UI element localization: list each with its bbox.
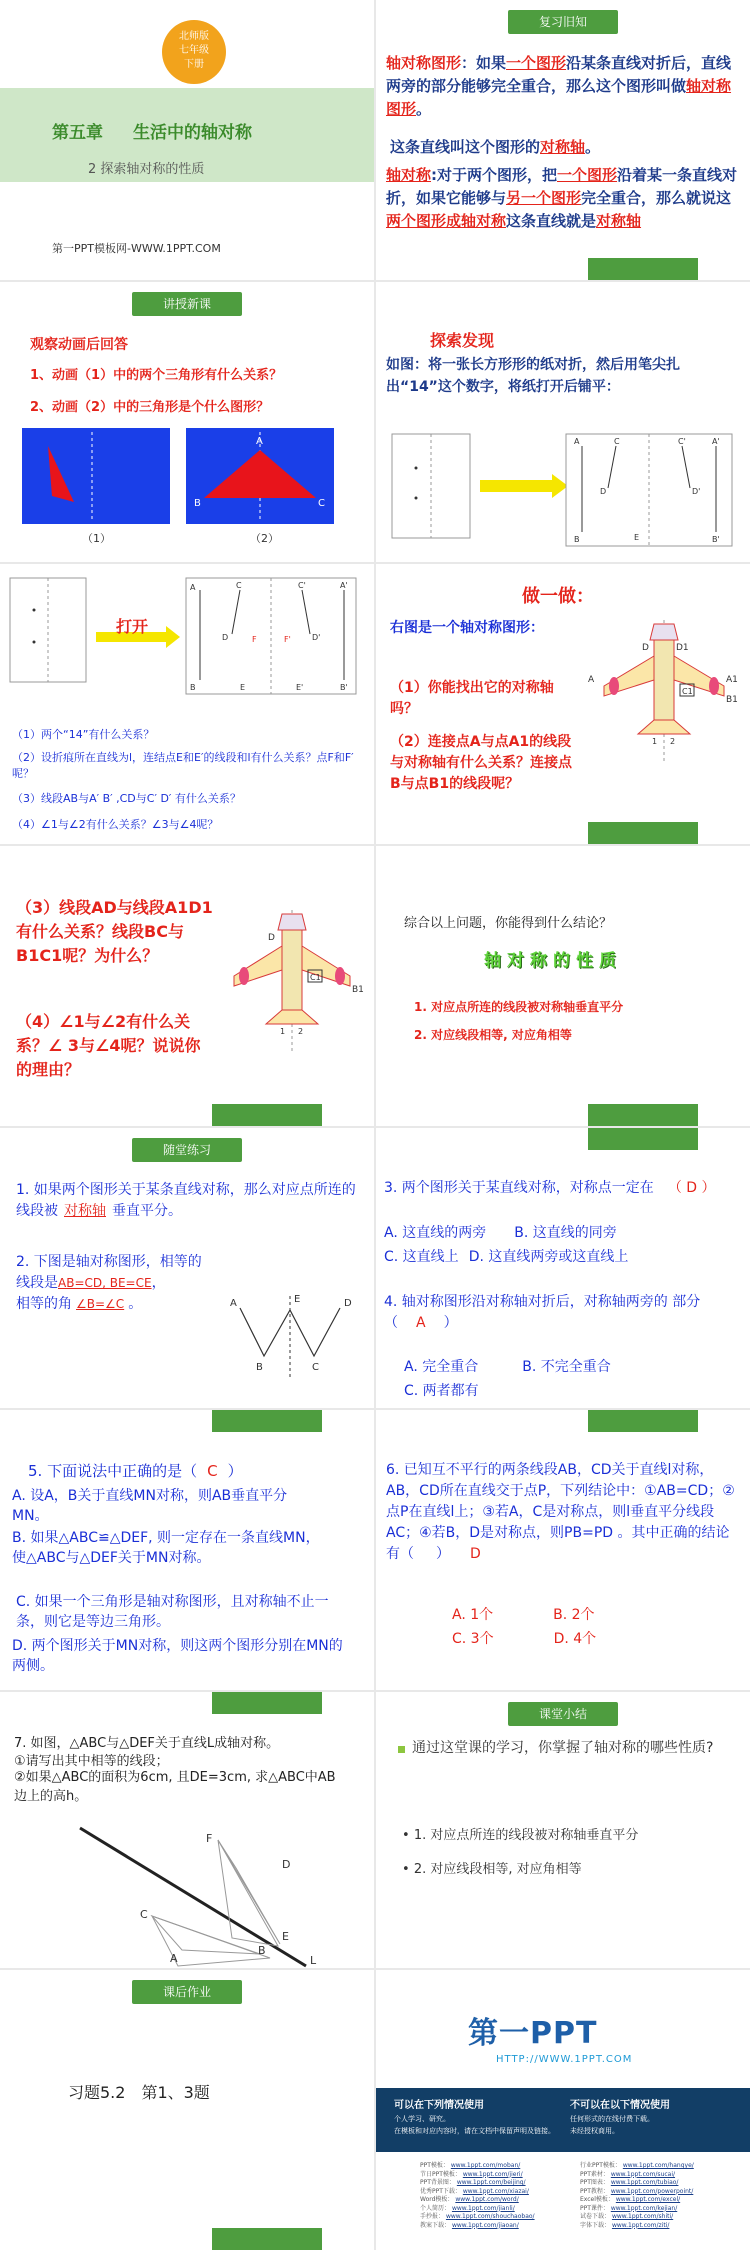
link-row[interactable]: 行业PPT模板： www.1ppt.com/hangye/ bbox=[580, 2162, 694, 2169]
caption-1: （1） bbox=[82, 532, 111, 545]
question-4: （4）∠1与∠2有什么关系？∠ 3与∠4呢？说说你的理由？ bbox=[16, 1012, 201, 1079]
svg-text:D: D bbox=[642, 643, 649, 653]
chapter-label bbox=[52, 118, 252, 143]
exercise-4-options-1: A. 完全重合 B. 不完全重合 bbox=[404, 1359, 611, 1375]
svg-text:A: A bbox=[574, 437, 580, 446]
bottom-bar bbox=[212, 1104, 322, 1126]
try-question-2: （2）连接点A与点A1的线段与对称轴有什么关系？连接点B与点B1的线段呢？ bbox=[390, 734, 572, 792]
link-row[interactable]: PPT背景图： www.1ppt.com/beijing/ bbox=[420, 2179, 526, 2186]
slide-exercise-1 bbox=[0, 1128, 374, 1408]
svg-text:B': B' bbox=[712, 535, 720, 544]
slide-animation-questions bbox=[0, 282, 374, 562]
link-row[interactable]: PPT模板： www.1ppt.com/moban/ bbox=[420, 2162, 521, 2169]
link-row[interactable]: Word模板： www.1ppt.com/word/ bbox=[420, 2196, 519, 2203]
question-2: 2、动画（2）中的三角形是个什么图形？ bbox=[30, 400, 270, 415]
section-tag: 随堂练习 bbox=[132, 1138, 242, 1162]
link-row[interactable]: 手抄报： www.1ppt.com/shouchaobao/ bbox=[420, 2213, 535, 2220]
brand-url: HTTP://WWW.1PPT.COM bbox=[496, 2054, 633, 2065]
summary-question: 通过这堂课的学习，你掌握了轴对称的哪些性质? bbox=[412, 1740, 714, 1756]
unfold-diagram bbox=[0, 570, 374, 700]
fig-label-c: C bbox=[140, 1908, 148, 1921]
exercise-5-option-a: A. 设A，B关于直线MN对称，则AB垂直平分MN。 bbox=[12, 1488, 288, 1524]
animation-1-panel bbox=[22, 428, 170, 524]
airplane-figure bbox=[220, 906, 370, 1056]
svg-text:C': C' bbox=[298, 581, 306, 590]
exercise-7-part-2: ②如果△ABC的面积为6cm, 且DE=3cm, 求△ABC中AB边上的高h。 bbox=[14, 1770, 336, 1804]
svg-text:C: C bbox=[614, 437, 620, 446]
link-row[interactable]: PPT图表： www.1ppt.com/tubiao/ bbox=[580, 2179, 679, 2186]
observe-heading: 观察动画后回答 bbox=[30, 337, 128, 353]
exercise-4: 4. 轴对称图形沿对称轴对折后，对称轴两旁的 部分（ A ） bbox=[384, 1294, 701, 1331]
exercise-7-part-1: ①请写出其中相等的线段； bbox=[14, 1754, 169, 1769]
slide-homework bbox=[0, 1970, 374, 2250]
exercise-6: 6. 已知互不平行的两条线段AB，CD关于直线l对称，AB，CD所在直线交于点P，下列结论中：①AB=CD；②点P在直线l上；③若A，C是对称点，则l垂直平分线段AC；④若B，D是对称点，则PB=PD 。其中正确的结论有（ ） D bbox=[386, 1462, 735, 1562]
link-row[interactable]: 试卷下载： www.1ppt.com/shiti/ bbox=[580, 2213, 674, 2220]
svg-text:2: 2 bbox=[670, 737, 676, 746]
fig-label-e: E bbox=[294, 1294, 301, 1305]
exercise-6-options-1: A. 1个 B. 2个 bbox=[452, 1607, 595, 1623]
badge-line-3: 下册 bbox=[184, 59, 204, 70]
exercise-2: 2. 下图是轴对称图形，相等的线段是AB=CD, BE=CE， 相等的角 ∠B=∠C 。 bbox=[16, 1254, 202, 1312]
fig-label-a: A bbox=[170, 1952, 178, 1965]
bottom-bar bbox=[588, 258, 698, 280]
top-bar bbox=[588, 1410, 698, 1432]
svg-text:A': A' bbox=[712, 437, 720, 446]
svg-text:E: E bbox=[634, 533, 640, 542]
brand-logo: 第一PPT bbox=[468, 2016, 598, 2051]
property-1: 1. 对应点所连的线段被对称轴垂直平分 bbox=[414, 1000, 624, 1014]
bottom-bar bbox=[588, 1104, 698, 1126]
slide-review bbox=[376, 0, 750, 280]
svg-text:D: D bbox=[222, 633, 229, 642]
svg-text:C1: C1 bbox=[310, 973, 321, 982]
link-row[interactable]: PPT素材： www.1ppt.com/sucai/ bbox=[580, 2170, 676, 2178]
slide-unfold-questions bbox=[0, 564, 374, 844]
svg-text:F: F bbox=[252, 635, 257, 644]
fig-label-a: A bbox=[230, 1298, 237, 1309]
links-left bbox=[420, 2162, 570, 2230]
svg-text:E': E' bbox=[296, 683, 304, 692]
question-1: （1）两个“14”有什么关系？ bbox=[12, 728, 155, 741]
bottom-bar bbox=[212, 2228, 322, 2250]
chapter-title: 生活中的轴对称 bbox=[133, 123, 252, 143]
top-bar bbox=[212, 1692, 322, 1714]
slide-credits bbox=[376, 1970, 750, 2250]
fig-label-d: D bbox=[282, 1858, 291, 1871]
exercise-1: 1. 如果两个图形关于某条直线对称，那么对应点所连的线段被 对称轴 垂直平分。 bbox=[16, 1182, 356, 1219]
try-title: 做一做： bbox=[522, 586, 594, 607]
exercise-4-options-2: C. 两者都有 bbox=[404, 1383, 479, 1399]
fig-label-l: L bbox=[310, 1954, 317, 1967]
vertex-label-b: B bbox=[194, 498, 201, 509]
question-4: （4）∠1与∠2有什么关系？∠3与∠4呢？ bbox=[12, 818, 219, 831]
open-label: 打开 bbox=[116, 617, 149, 636]
question-2: （2）设折痕所在直线为l，连结点E和E′的线段和l有什么关系？点F和F′呢？ bbox=[12, 751, 354, 780]
link-row[interactable]: 个人简历： www.1ppt.com/jianli/ bbox=[420, 2204, 515, 2212]
svg-text:B': B' bbox=[340, 683, 348, 692]
link-row[interactable]: PPT课件： www.1ppt.com/kejian/ bbox=[580, 2204, 678, 2212]
link-row[interactable]: 教案下载： www.1ppt.com/jiaoan/ bbox=[420, 2221, 519, 2229]
svg-text:F': F' bbox=[284, 635, 291, 644]
property-2: 2. 对应线段相等, 对应角相等 bbox=[414, 1028, 572, 1042]
vertex-label-c: C bbox=[318, 498, 325, 509]
svg-text:A': A' bbox=[340, 581, 348, 590]
exercise-7: 7. 如图，△ABC与△DEF关于直线L成轴对称。 bbox=[14, 1736, 280, 1751]
slide-title bbox=[0, 0, 374, 280]
animation-2-figure bbox=[186, 428, 334, 524]
svg-text:A: A bbox=[588, 675, 595, 685]
slide-exercise-2 bbox=[376, 1128, 750, 1408]
svg-text:C1: C1 bbox=[682, 687, 693, 696]
question-3: （3）线段AD与线段A1D1有什么关系？线段BC与B1C1呢？为什么？ bbox=[16, 898, 213, 965]
svg-text:A: A bbox=[190, 583, 196, 592]
cannot-use-heading: 不可以在以下情况使用 bbox=[570, 2100, 670, 2111]
animation-1-figure bbox=[22, 428, 170, 524]
definition-axis: 这条直线叫这个图形的对称轴。 bbox=[390, 138, 601, 156]
exercise-5-option-c: C. 如果一个三角形是轴对称图形，且对称轴不止一条，则它是等边三角形。 bbox=[16, 1594, 329, 1630]
svg-text:D: D bbox=[600, 487, 607, 496]
w-figure bbox=[220, 1282, 370, 1382]
definition-axial-symmetry: 轴对称:对于两个图形，把一个图形沿着某一条直线对折，如果它能够与另一个图形完全重合，那么就说这两个图形成轴对称这条直线就是对称轴 bbox=[386, 166, 738, 230]
badge-line-2: 七年级 bbox=[179, 45, 209, 56]
section-tag: 课后作业 bbox=[132, 1980, 242, 2004]
fig-label-f: F bbox=[206, 1832, 213, 1845]
top-bar bbox=[588, 1128, 698, 1150]
question-3: （3）线段AB与A′ B′ ,CD与C′ D′ 有什么关系？ bbox=[12, 792, 241, 805]
slide-conclusion bbox=[376, 846, 750, 1126]
link-row[interactable]: 优秀PPT下载： www.1ppt.com/xiazai/ bbox=[420, 2187, 529, 2195]
svg-text:2: 2 bbox=[298, 1027, 304, 1036]
summary-point-1: • 1. 对应点所连的线段被对称轴垂直平分 bbox=[402, 1828, 639, 1843]
svg-text:B: B bbox=[574, 535, 580, 544]
fold-diagram bbox=[376, 428, 750, 558]
svg-text:C': C' bbox=[678, 437, 686, 446]
footer-credit: 第一PPT模板网-WWW.1PPT.COM bbox=[52, 242, 221, 255]
exercise-5: 5. 下面说法中正确的是（ C ） bbox=[28, 1462, 243, 1480]
section-tag: 复习旧知 bbox=[508, 10, 618, 34]
homework-text: 习题5.2 第1、3题 bbox=[68, 2083, 210, 2102]
svg-text:1: 1 bbox=[280, 1027, 286, 1036]
slide-try-it bbox=[376, 564, 750, 844]
bullet-square-icon bbox=[398, 1746, 405, 1753]
badge-line-1: 北师版 bbox=[179, 31, 209, 42]
link-row[interactable]: 字体下载： www.1ppt.com/ziti/ bbox=[580, 2221, 670, 2229]
fig-label-d: D bbox=[344, 1298, 352, 1309]
section-tag: 讲授新课 bbox=[132, 292, 242, 316]
triangles-figure bbox=[0, 1798, 374, 1968]
explore-body: 如图：将一张长方形形的纸对折，然后用笔尖扎出“14”这个数字，将纸打开后铺平： bbox=[386, 357, 680, 395]
svg-text:B: B bbox=[190, 683, 196, 692]
summary-point-2: • 2. 对应线段相等, 对应角相等 bbox=[402, 1862, 582, 1877]
can-use-heading: 可以在下列情况使用 bbox=[394, 2100, 484, 2111]
section-tag: 课堂小结 bbox=[508, 1702, 618, 1726]
slide-exercise-5 bbox=[0, 1692, 374, 1968]
svg-text:B1: B1 bbox=[352, 985, 364, 995]
svg-text:B1: B1 bbox=[726, 695, 738, 705]
caption-2: （2） bbox=[250, 532, 279, 545]
can-use-item-2: 在模板和对应内容时，请在文档中保留声明及链接。 bbox=[394, 2127, 555, 2135]
chapter-number: 第五章 bbox=[52, 123, 103, 143]
exercise-5-option-d: D. 两个图形关于MN对称，则这两个图形分别在MN的两侧。 bbox=[12, 1638, 343, 1674]
cannot-use-item-2: 未经授权商用。 bbox=[570, 2127, 619, 2135]
question-1: 1、动画（1）中的两个三角形有什么关系？ bbox=[30, 368, 283, 383]
fig-label-b: B bbox=[256, 1362, 263, 1373]
svg-text:D': D' bbox=[312, 633, 321, 642]
exercise-3-options-2: C. 这直线上 D. 这直线两旁或这直线上 bbox=[384, 1249, 629, 1265]
definition-axis-figure: 轴对称图形：如果一个图形沿某条直线对折后，直线两旁的部分能够完全重合，那么这个图形叫做轴对称图形。 bbox=[386, 54, 732, 118]
exercise-5-option-b: B. 如果△ABC≌△DEF, 则一定存在一条直线MN，使△ABC与△DEF关于MN对称。 bbox=[12, 1530, 320, 1566]
lesson-subtitle: 2 探索轴对称的性质 bbox=[88, 162, 205, 177]
fig-label-c: C bbox=[312, 1362, 319, 1373]
fig-label-b: B bbox=[258, 1944, 266, 1957]
link-row[interactable]: 节日PPT模板： www.1ppt.com/jieri/ bbox=[420, 2170, 523, 2178]
conclusion-question: 综合以上问题，你能得到什么结论？ bbox=[404, 916, 613, 931]
link-row[interactable]: PPT教程： www.1ppt.com/powerpoint/ bbox=[580, 2187, 694, 2195]
svg-text:E: E bbox=[240, 683, 246, 692]
exercise-3-options-1: A. 这直线的两旁 B. 这直线的同旁 bbox=[384, 1225, 617, 1241]
grade-badge bbox=[162, 20, 226, 84]
slide-more-questions bbox=[0, 846, 374, 1126]
svg-text:C: C bbox=[236, 581, 242, 590]
exercise-3: 3. 两个图形关于某直线对称，对称点一定在 （ D ） bbox=[384, 1180, 716, 1196]
svg-text:D1: D1 bbox=[676, 643, 689, 653]
fig-label-e: E bbox=[282, 1930, 289, 1943]
svg-text:1: 1 bbox=[652, 737, 658, 746]
slide-summary bbox=[376, 1692, 750, 1968]
slide-exercise-4 bbox=[376, 1410, 750, 1690]
vertex-label-a: A bbox=[256, 436, 263, 447]
try-intro: 右图是一个轴对称图形： bbox=[390, 620, 544, 636]
exercise-6-options-2: C. 3个 D. 4个 bbox=[452, 1631, 597, 1647]
animation-2-panel bbox=[186, 428, 334, 524]
try-question-1: （1）你能找出它的对称轴吗？ bbox=[390, 680, 554, 717]
link-row[interactable]: Excel模板： www.1ppt.com/excel/ bbox=[580, 2196, 681, 2203]
cannot-use-item-1: 任何形式的在线付费下载。 bbox=[570, 2115, 654, 2123]
svg-text:A1: A1 bbox=[726, 675, 738, 685]
usage-panel bbox=[376, 2088, 750, 2152]
slide-exercise-3 bbox=[0, 1410, 374, 1690]
slide-explore bbox=[376, 282, 750, 562]
svg-text:D: D bbox=[268, 933, 275, 943]
top-bar bbox=[212, 1410, 322, 1432]
links-right bbox=[580, 2162, 746, 2230]
property-title: 轴对称的性质 bbox=[484, 951, 622, 971]
explore-title: 探索发现 bbox=[430, 331, 495, 350]
airplane-figure bbox=[584, 616, 744, 766]
svg-text:D': D' bbox=[692, 487, 701, 496]
can-use-item-1: 个人学习、研究。 bbox=[394, 2115, 450, 2123]
bottom-bar bbox=[588, 822, 698, 844]
